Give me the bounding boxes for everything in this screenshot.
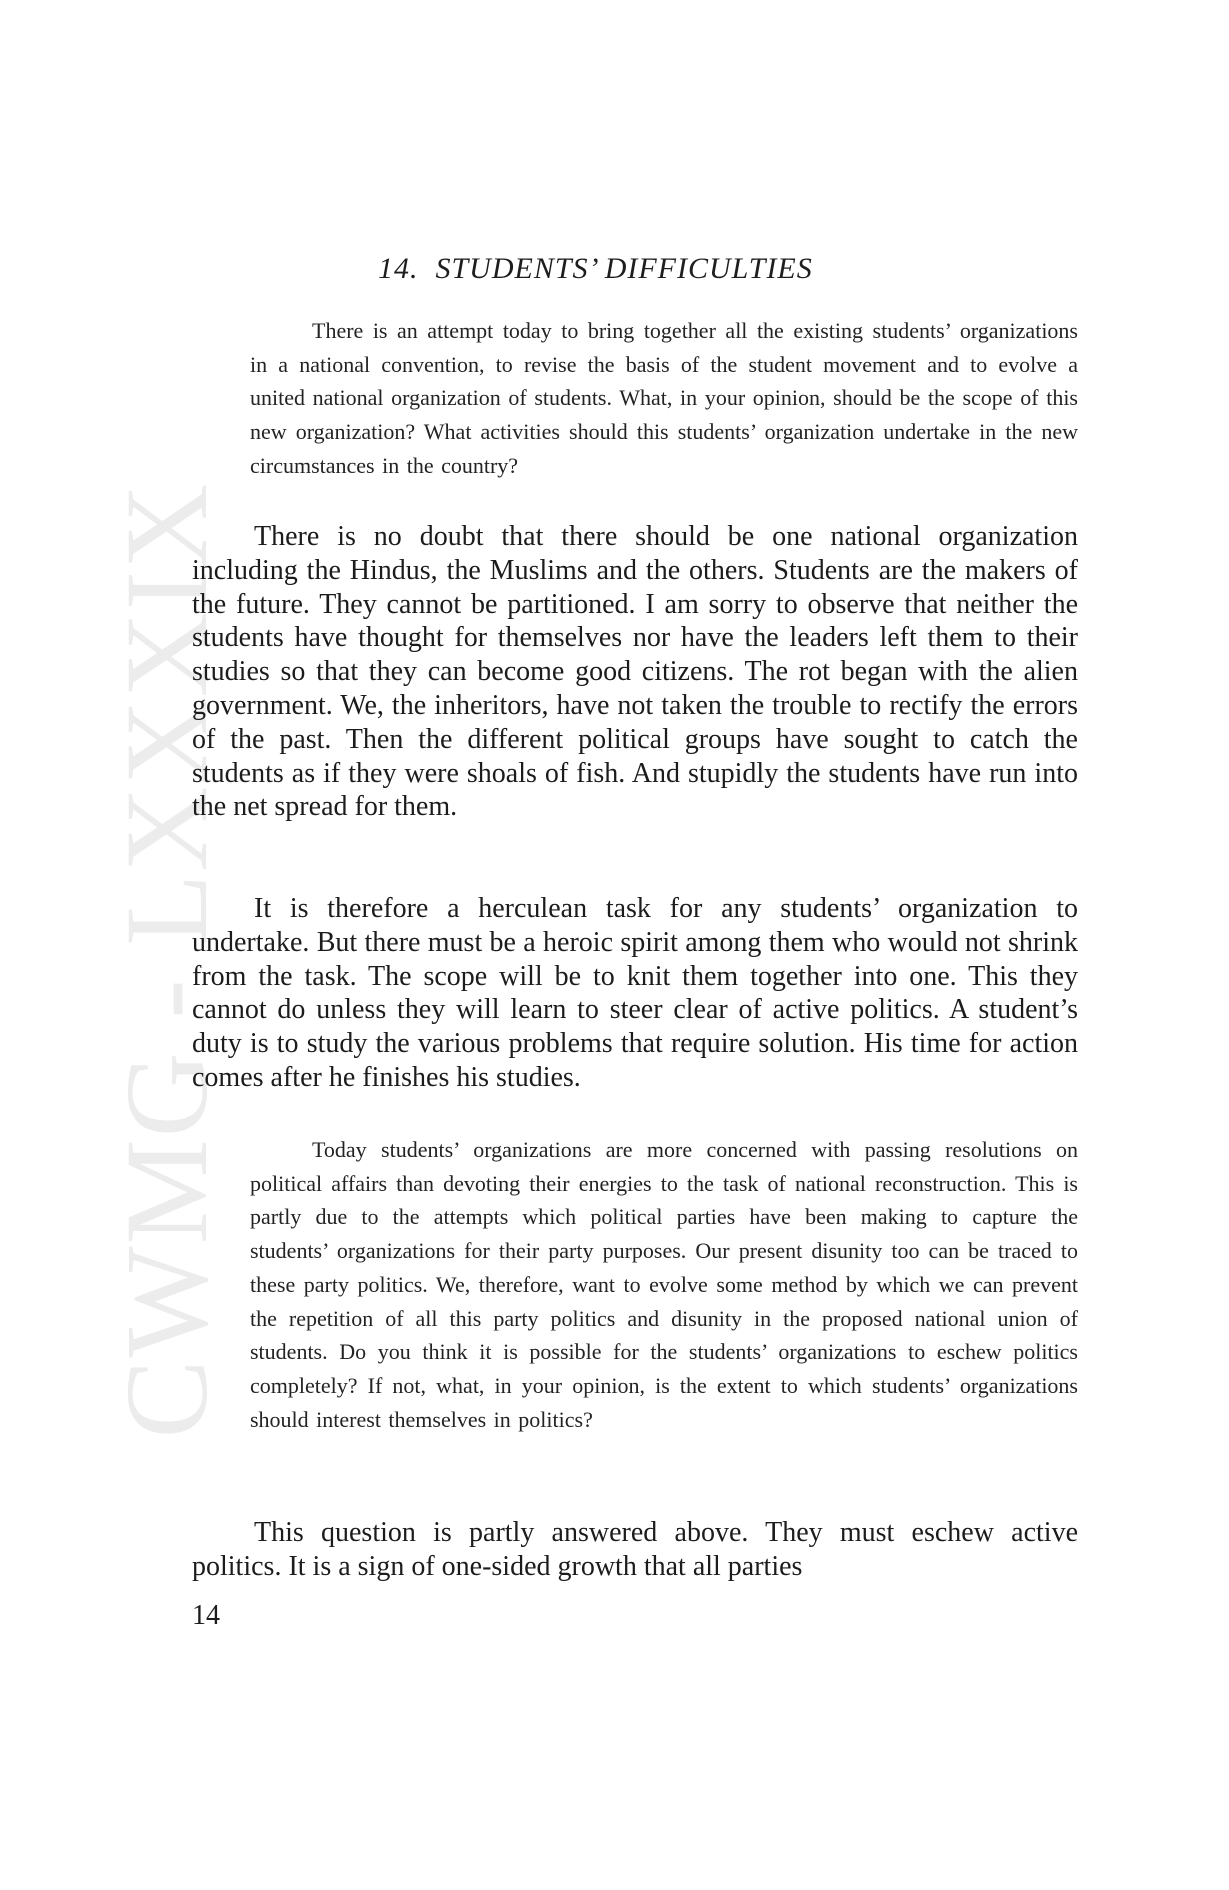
answer-1-text: There is no doubt that there should be one national organization including the Hindus, the Muslims and the others. Students are the makers of the future. They cannot be partitioned. I am sorry to observe that neither the students have thought for themselves nor have the leaders left them to their studies so that they can become good citizens. The rot began with the alien government. We, the inheritors, have not taken the trouble to rectify the errors of the past. Then the different political groups have sought to catch the students as if they were shoals of fish. And stupidly the students have run into the net spread for them. [192, 521, 1078, 823]
page-title [378, 252, 813, 286]
answer-2 [192, 892, 1078, 1095]
section-number: 14. [378, 252, 419, 285]
answer-3-text: This question is partly answered above. They must eschew active politics. It is a sign of one-sided growth that all parties [192, 1517, 1078, 1582]
question-2-text: Today students’ organizations are more concerned with passing resolutions on political affairs than devoting their energies to the task of national reconstruction. This is partly due to the attempts which political parties have been making to capture the students’ organizations for their party purposes. Our present disunity too can be traced to these party politics. We, therefore, want to evolve some method by which we can prevent the repetition of all this party politics and disunity in the proposed national union of students. Do you think it is possible for the students’ organizations to eschew politics completely? If not, what, in your opinion, is the extent to which students’ organizations should interest themselves in politics? [250, 1137, 1078, 1432]
answer-1 [192, 520, 1078, 824]
watermark-text: CWMG - LXXXIX [101, 481, 232, 1439]
question-1-text: There is an attempt today to bring together all the existing students’ organizations in a national convention, to revise the basis of the student movement and to evolve a united national organization of students. What, in your opinion, should be the scope of this new organization? What activities should this students’ organization undertake in the new circumstances in the country? [250, 318, 1078, 478]
question-1 [250, 314, 1078, 483]
section-title: STUDENTS’ DIFFICULTIES [435, 252, 813, 285]
question-2 [250, 1133, 1078, 1436]
answer-3 [192, 1516, 1078, 1584]
page-number: 14 [192, 1600, 220, 1631]
answer-2-text: It is therefore a herculean task for any students’ organization to undertake. But there must be a heroic spirit among them who would not shrink from the task. The scope will be to knit them together into one. This they cannot do unless they will learn to steer clear of active politics. A student’s duty is to study the various problems that require solution. His time for action comes after he finishes his studies. [192, 893, 1078, 1093]
